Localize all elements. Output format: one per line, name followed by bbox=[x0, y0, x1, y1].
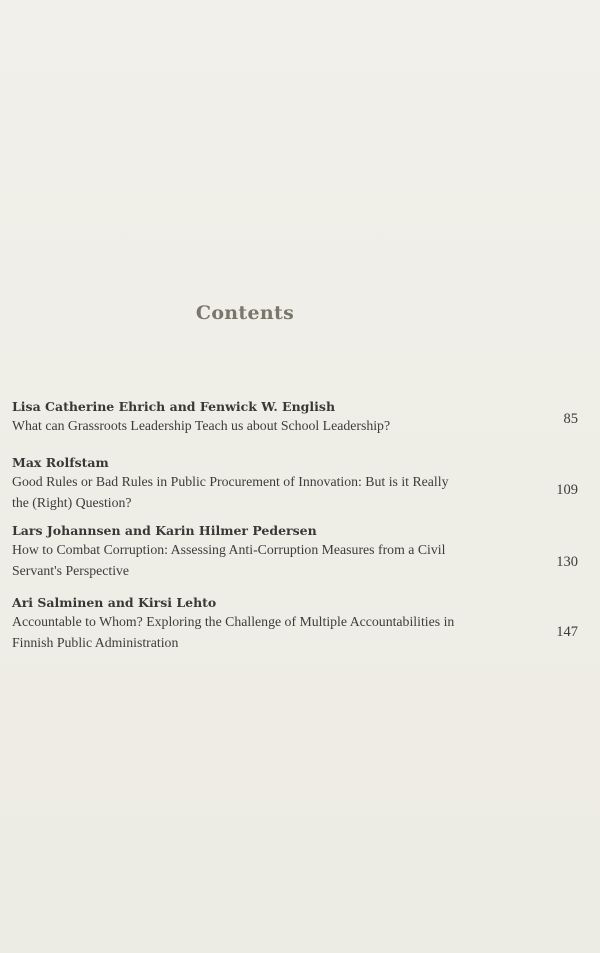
entry-title: How to Combat Corruption: Assessing Anti-Corruption Measures from a Civil Servant's Perspective bbox=[12, 542, 446, 578]
entry-authors: Lisa Catherine Ehrich and Fenwick W. English bbox=[12, 399, 336, 414]
entry-page-number: 85 bbox=[563, 411, 578, 427]
toc-entry bbox=[12, 594, 572, 653]
entry-title: What can Grassroots Leadership Teach us about School Leadership? bbox=[12, 418, 391, 433]
entry-authors: Max Rolfstam bbox=[12, 455, 109, 470]
entry-authors: Lars Johannsen and Karin Hilmer Pedersen bbox=[12, 523, 317, 538]
entry-authors: Ari Salminen and Kirsi Lehto bbox=[12, 595, 217, 610]
entry-page-number: 147 bbox=[556, 624, 578, 640]
entry-title: Good Rules or Bad Rules in Public Procurement of Innovation: But is it Really the (Right) Question? bbox=[12, 474, 449, 510]
toc-entry bbox=[12, 398, 572, 436]
entry-title: Accountable to Whom? Exploring the Challenge of Multiple Accountabilities in Finnish Public Administration bbox=[12, 614, 455, 650]
entry-page-number: 130 bbox=[556, 554, 578, 570]
toc-entry bbox=[12, 522, 572, 581]
toc-entry bbox=[12, 454, 572, 513]
contents-heading: Contents bbox=[195, 302, 295, 324]
entry-page-number: 109 bbox=[556, 482, 578, 498]
